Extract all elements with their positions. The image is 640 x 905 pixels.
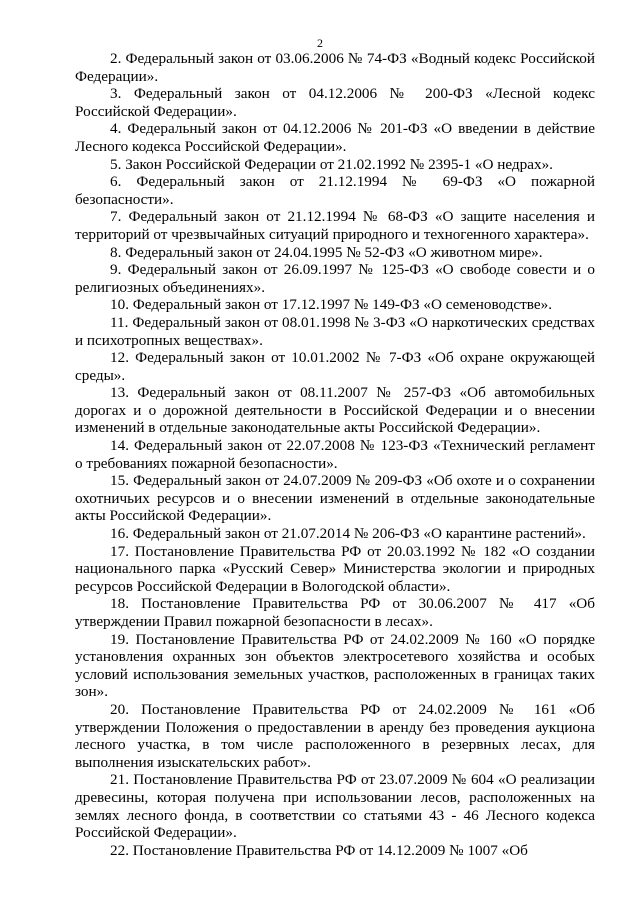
law-item-2: 2. Федеральный закон от 03.06.2006 № 74-ФЗ «Водный кодекс Российской Федерации». [75, 50, 595, 85]
law-item-21: 21. Постановление Правительства РФ от 23.07.2009 № 604 «О реализации древесины, которая получена при использовании лесов, расположенных на землях лесного фонда, в соответствии со статьями 43 - 46 Лесного кодекса Российской Федерации». [75, 771, 595, 842]
law-item-19: 19. Постановление Правительства РФ от 24.02.2009 № 160 «О порядке установления охранных зон объектов электросетевого хозяйства и особых условий использования земельных участков, расположенных в границах таких зон». [75, 630, 595, 701]
law-item-8: 8. Федеральный закон от 24.04.1995 № 52-ФЗ «О животном мире». [110, 243, 543, 261]
law-item-4: 4. Федеральный закон от 04.12.2006 № 201-ФЗ «О введении в действие Лесного кодекса Российской Федерации». [75, 120, 595, 155]
law-item-10: 10. Федеральный закон от 17.12.1997 № 149-ФЗ «О семеноводстве». [110, 296, 553, 314]
law-item-22: 22. Постановление Правительства РФ от 14.12.2009 № 1007 «Об [110, 841, 528, 859]
law-item-5: 5. Закон Российской Федерации от 21.02.1992 № 2395-1 «О недрах». [110, 155, 553, 173]
law-item-18: 18. Постановление Правительства РФ от 30.06.2007 № 417 «Об утверждении Правил пожарной безопасности в лесах». [75, 595, 595, 630]
law-item-15: 15. Федеральный закон от 24.07.2009 № 209-ФЗ «Об охоте и о сохранении охотничьих ресурсов и о внесении изменений в отдельные законодательные акты Российской Федерации». [75, 472, 595, 525]
law-item-16: 16. Федеральный закон от 21.07.2014 № 206-ФЗ «О карантине растений». [110, 525, 586, 543]
law-list [75, 50, 595, 859]
law-item-3: 3. Федеральный закон от 04.12.2006 № 200-ФЗ «Лесной кодекс Российской Федерации». [75, 85, 595, 120]
law-item-13: 13. Федеральный закон от 08.11.2007 № 257-ФЗ «Об автомобильных дорогах и о дорожной деятельности в Российской Федерации и о внесении изменений в отдельные законодательные акты Российской Федерации». [75, 384, 595, 437]
law-item-6: 6. Федеральный закон от 21.12.1994 № 69-ФЗ «О пожарной безопасности». [75, 173, 595, 208]
law-item-9: 9. Федеральный закон от 26.09.1997 № 125-ФЗ «О свободе совести и о религиозных объединениях». [75, 261, 595, 296]
law-item-12: 12. Федеральный закон от 10.01.2002 № 7-ФЗ «Об охране окружающей среды». [75, 349, 595, 384]
law-item-14: 14. Федеральный закон от 22.07.2008 № 123-ФЗ «Технический регламент о требованиях пожарной безопасности». [75, 437, 595, 472]
law-item-7: 7. Федеральный закон от 21.12.1994 № 68-ФЗ «О защите населения и территорий от чрезвычайных ситуаций природного и техногенного характера». [75, 208, 595, 243]
page-number: 2 [317, 36, 323, 50]
law-item-20: 20. Постановление Правительства РФ от 24.02.2009 № 161 «Об утверждении Положения о предоставлении в аренду без проведения аукциона лесного участка, в том числе расположенного в резервных лесах, для выполнения изыскательских работ». [75, 700, 595, 771]
law-item-11: 11. Федеральный закон от 08.01.1998 № 3-ФЗ «О наркотических средствах и психотропных веществах». [75, 313, 595, 349]
law-item-17: 17. Постановление Правительства РФ от 20.03.1992 № 182 «О создании национального парка «Русский Север» Министерства экологии и природных ресурсов Российской Федерации в Вологодской области». [75, 542, 595, 595]
